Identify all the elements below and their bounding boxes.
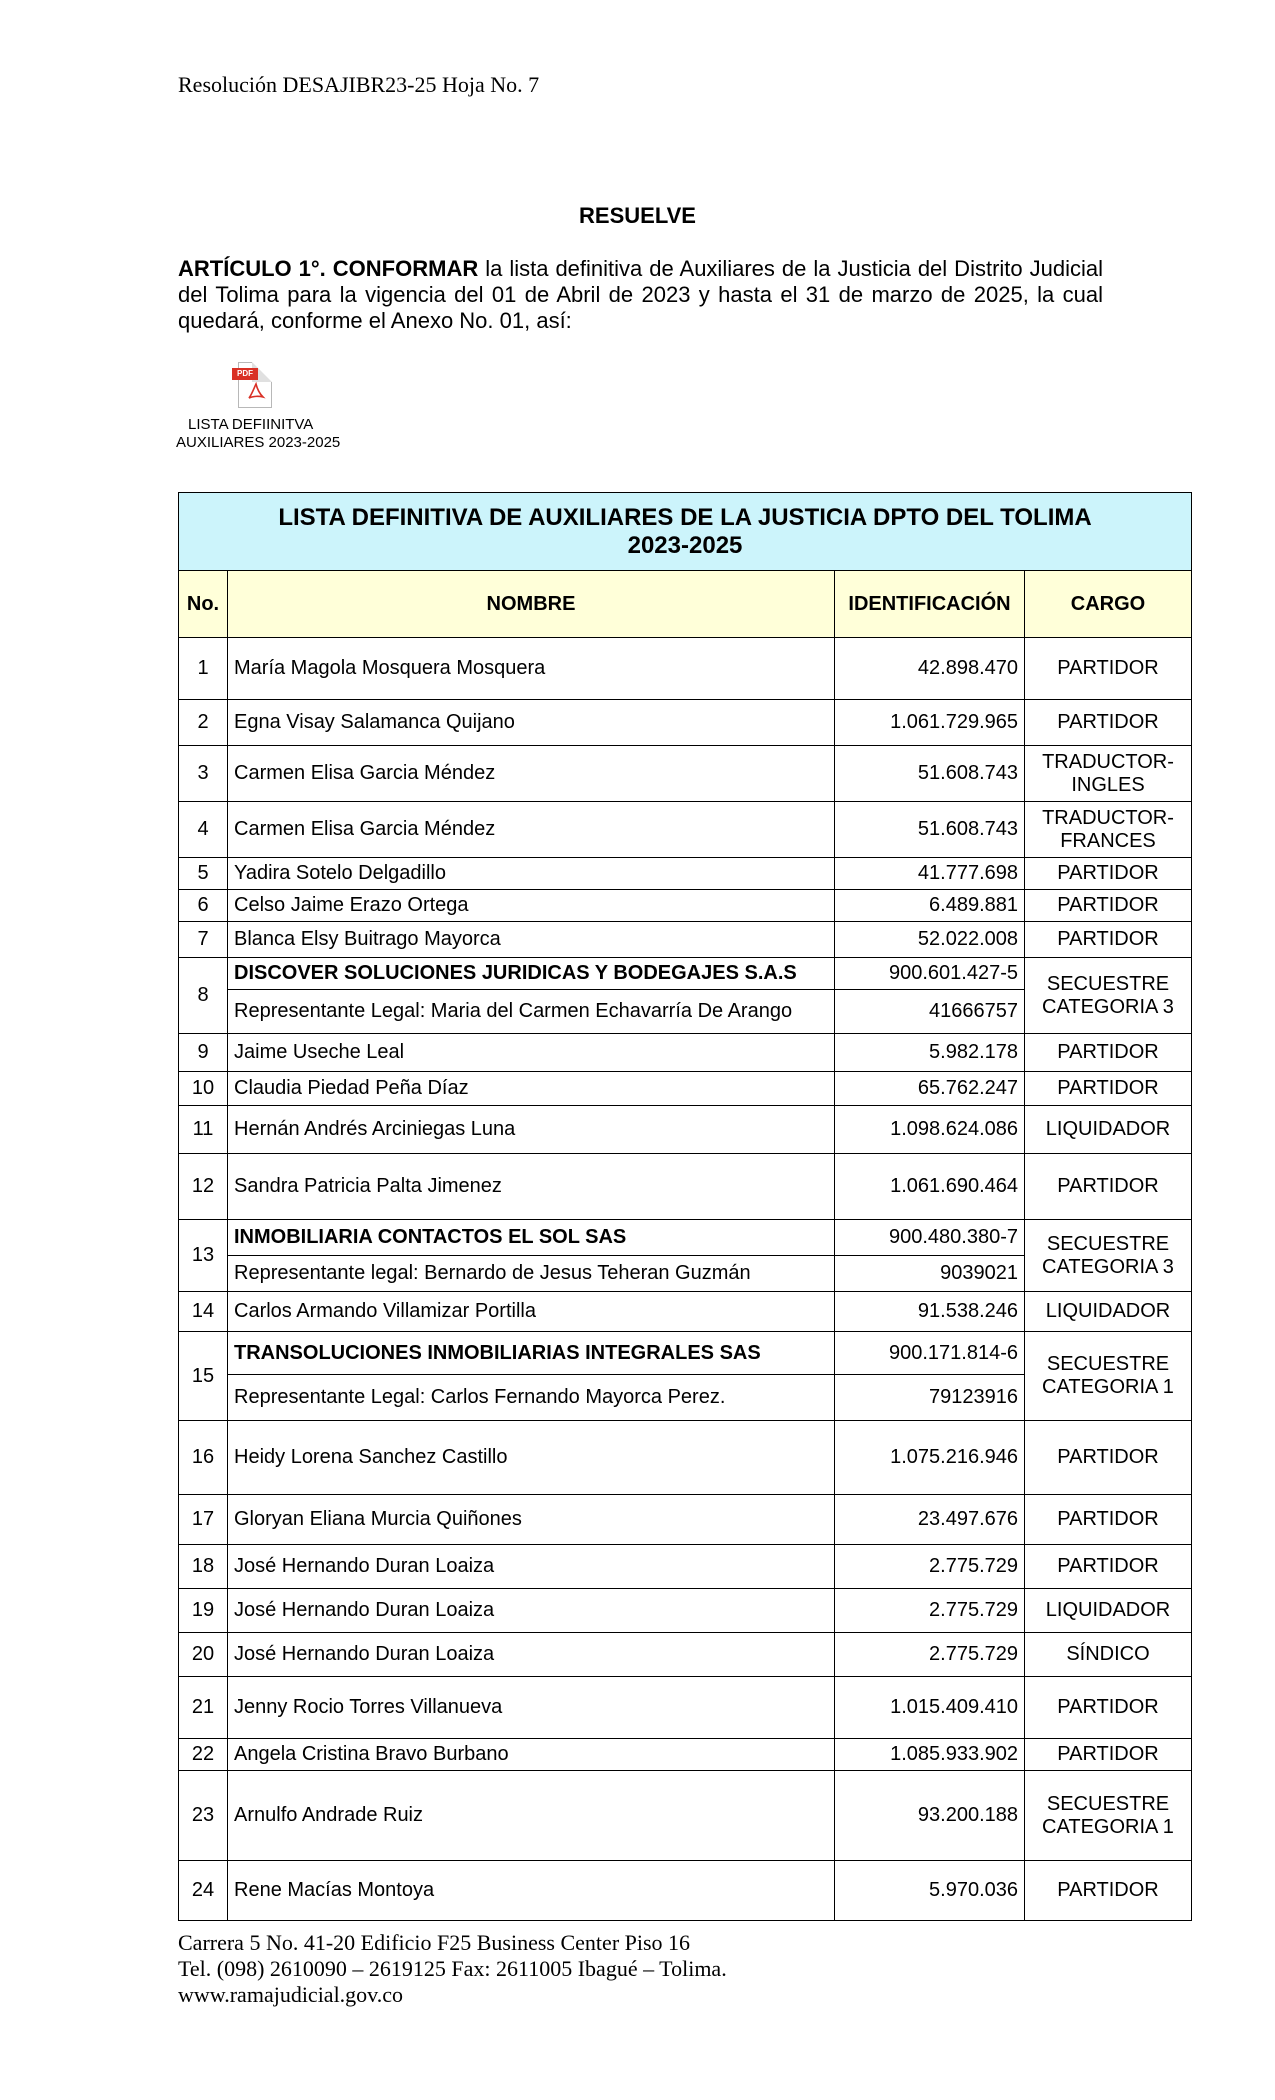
cell-no: 20 [179,1633,228,1677]
table-row [179,1633,1192,1677]
cell-id: 5.982.178 [835,1034,1025,1072]
page-header: Resolución DESAJIBR23-25 Hoja No. 7 [178,72,540,97]
cell-no: 9 [179,1034,228,1072]
cell-name: DISCOVER SOLUCIONES JURIDICAS Y BODEGAJES S.A.S [228,958,835,990]
cell-name: Egna Visay Salamanca Quijano [228,700,835,746]
cell-name: Rene Macías Montoya [228,1861,835,1921]
cell-name: Jaime Useche Leal [228,1034,835,1072]
cell-id: 91.538.246 [835,1292,1025,1332]
cell-name: José Hernando Duran Loaiza [228,1633,835,1677]
column-header-no: No. [179,571,228,638]
cell-name: INMOBILIARIA CONTACTOS EL SOL SAS [228,1220,835,1256]
cell-no: 7 [179,922,228,958]
cell-name: Arnulfo Andrade Ruiz [228,1771,835,1861]
cell-id: 1.075.216.946 [835,1421,1025,1495]
cell-cargo: PARTIDOR [1025,890,1192,922]
cell-no: 3 [179,746,228,802]
cell-no: 17 [179,1495,228,1545]
cell-no: 10 [179,1072,228,1106]
cell-no: 14 [179,1292,228,1332]
cell-rep-name: Representante legal: Bernardo de Jesus Teheran Guzmán [228,1256,835,1292]
table-row [179,1771,1192,1861]
cell-name: Claudia Piedad Peña Díaz [228,1072,835,1106]
cell-cargo: TRADUCTOR-FRANCES [1025,802,1192,858]
table-row [179,1739,1192,1771]
cell-name: Blanca Elsy Buitrago Mayorca [228,922,835,958]
cell-id: 23.497.676 [835,1495,1025,1545]
cell-id: 2.775.729 [835,1589,1025,1633]
cell-cargo: LIQUIDADOR [1025,1106,1192,1154]
table-title-line1: LISTA DEFINITIVA DE AUXILIARES DE LA JUSTICIA DPTO DEL TOLIMA [278,503,1092,531]
cell-id: 41.777.698 [835,858,1025,890]
table-row [179,700,1192,746]
column-header-id: IDENTIFICACIÓN [835,571,1025,638]
cell-cargo: SECUESTRE CATEGORIA 1 [1025,1771,1192,1861]
cell-name: Sandra Patricia Palta Jimenez [228,1154,835,1220]
article-text: la lista definitiva de Auxiliares de la Justicia del Distrito Judicial del Tolima para la vigencia del 01 de Abril de 2023 y hasta el 31 de marzo de 2025, la cual quedará, conforme el Anexo No. 01, así: [178,256,1103,333]
pdf-tag: PDF [232,368,258,380]
attachment-label-line1: LISTA DEFIINITVA [188,416,314,433]
table-row [179,1861,1192,1921]
cell-cargo: SECUESTRE CATEGORIA 1 [1025,1332,1192,1421]
table-row [179,1220,1192,1256]
pdf-attachment[interactable] [176,362,346,452]
cell-id: 5.970.036 [835,1861,1025,1921]
footer-address: Carrera 5 No. 41-20 Edificio F25 Business Center Piso 16 [178,1930,691,1955]
cell-no: 5 [179,858,228,890]
cell-rep-id: 41666757 [835,990,1025,1034]
footer-website[interactable]: www.ramajudicial.gov.co [178,1982,404,2007]
cell-cargo: PARTIDOR [1025,1421,1192,1495]
cell-cargo: PARTIDOR [1025,1154,1192,1220]
cell-name: Heidy Lorena Sanchez Castillo [228,1421,835,1495]
cell-no: 1 [179,638,228,700]
table-row [179,1332,1192,1375]
cell-cargo: PARTIDOR [1025,1861,1192,1921]
table-row [179,1154,1192,1220]
table-row [179,1292,1192,1332]
cell-id: 2.775.729 [835,1633,1025,1677]
cell-cargo: PARTIDOR [1025,1677,1192,1739]
cell-id: 1.015.409.410 [835,1677,1025,1739]
table-row [179,638,1192,700]
table-row [179,802,1192,858]
cell-cargo: LIQUIDADOR [1025,1292,1192,1332]
cell-name: Gloryan Eliana Murcia Quiñones [228,1495,835,1545]
cell-name: Jenny Rocio Torres Villanueva [228,1677,835,1739]
table-row [179,1545,1192,1589]
cell-no: 6 [179,890,228,922]
table-row [179,1677,1192,1739]
cell-name: José Hernando Duran Loaiza [228,1545,835,1589]
table-row [179,958,1192,990]
table-row [179,1106,1192,1154]
cell-no: 15 [179,1332,228,1421]
cell-no: 8 [179,958,228,1034]
article-label: ARTÍCULO 1°. CONFORMAR [178,256,479,281]
cell-id: 1.085.933.902 [835,1739,1025,1771]
table-row [179,746,1192,802]
table-row [179,1495,1192,1545]
cell-id: 42.898.470 [835,638,1025,700]
cell-no: 22 [179,1739,228,1771]
table-row [179,1034,1192,1072]
cell-id: 93.200.188 [835,1771,1025,1861]
column-header-cargo: CARGO [1025,571,1192,638]
cell-rep-name: Representante Legal: Maria del Carmen Echavarría De Arango [228,990,835,1034]
table-title [179,493,1192,571]
cell-name: Carmen Elisa Garcia Méndez [228,746,835,802]
cell-name: Yadira Sotelo Delgadillo [228,858,835,890]
column-header-name: NOMBRE [228,571,835,638]
cell-id: 52.022.008 [835,922,1025,958]
cell-rep-id: 9039021 [835,1256,1025,1292]
cell-cargo: PARTIDOR [1025,1495,1192,1545]
cell-cargo: PARTIDOR [1025,638,1192,700]
cell-name: Angela Cristina Bravo Burbano [228,1739,835,1771]
cell-no: 11 [179,1106,228,1154]
table-row [179,890,1192,922]
cell-id: 65.762.247 [835,1072,1025,1106]
cell-rep-id: 79123916 [835,1375,1025,1421]
page-footer [178,1930,727,2008]
cell-cargo: SECUESTRE CATEGORIA 3 [1025,1220,1192,1292]
pdf-file-icon [232,362,276,410]
cell-name: Hernán Andrés Arciniegas Luna [228,1106,835,1154]
cell-id: 900.601.427-5 [835,958,1025,990]
cell-cargo: PARTIDOR [1025,700,1192,746]
cell-id: 51.608.743 [835,802,1025,858]
cell-cargo: TRADUCTOR-INGLES [1025,746,1192,802]
cell-no: 19 [179,1589,228,1633]
cell-rep-name: Representante Legal: Carlos Fernando Mayorca Perez. [228,1375,835,1421]
cell-no: 24 [179,1861,228,1921]
table-row [179,1072,1192,1106]
cell-name: José Hernando Duran Loaiza [228,1589,835,1633]
cell-no: 23 [179,1771,228,1861]
cell-no: 21 [179,1677,228,1739]
cell-id: 1.061.729.965 [835,700,1025,746]
cell-id: 51.608.743 [835,746,1025,802]
cell-id: 2.775.729 [835,1545,1025,1589]
table-title-line2: 2023-2025 [627,531,743,559]
table-row [179,1589,1192,1633]
attachment-label-line2: AUXILIARES 2023-2025 [176,434,340,451]
cell-cargo: PARTIDOR [1025,858,1192,890]
cell-no: 16 [179,1421,228,1495]
cell-no: 12 [179,1154,228,1220]
table-row [179,858,1192,890]
cell-id: 1.098.624.086 [835,1106,1025,1154]
cell-cargo: SECUESTRE CATEGORIA 3 [1025,958,1192,1034]
table-row [179,922,1192,958]
cell-cargo: SÍNDICO [1025,1633,1192,1677]
cell-cargo: PARTIDOR [1025,922,1192,958]
table-row [179,1421,1192,1495]
cell-no: 18 [179,1545,228,1589]
cell-cargo: PARTIDOR [1025,1072,1192,1106]
cell-name: TRANSOLUCIONES INMOBILIARIAS INTEGRALES SAS [228,1332,835,1375]
cell-id: 1.061.690.464 [835,1154,1025,1220]
cell-cargo: PARTIDOR [1025,1739,1192,1771]
cell-name: Carmen Elisa Garcia Méndez [228,802,835,858]
cell-no: 13 [179,1220,228,1292]
cell-id: 6.489.881 [835,890,1025,922]
cell-name: Celso Jaime Erazo Ortega [228,890,835,922]
footer-phone: Tel. (098) 2610090 – 2619125 Fax: 2611005 Ibagué – Tolima. [178,1956,727,1981]
cell-no: 4 [179,802,228,858]
cell-id: 900.171.814-6 [835,1332,1025,1375]
article-paragraph [178,256,1103,334]
auxiliares-table [178,492,1192,1921]
cell-id: 900.480.380-7 [835,1220,1025,1256]
cell-no: 2 [179,700,228,746]
cell-name: María Magola Mosquera Mosquera [228,638,835,700]
cell-cargo: PARTIDOR [1025,1545,1192,1589]
cell-name: Carlos Armando Villamizar Portilla [228,1292,835,1332]
section-heading: RESUELVE [579,203,696,228]
cell-cargo: LIQUIDADOR [1025,1589,1192,1633]
cell-cargo: PARTIDOR [1025,1034,1192,1072]
